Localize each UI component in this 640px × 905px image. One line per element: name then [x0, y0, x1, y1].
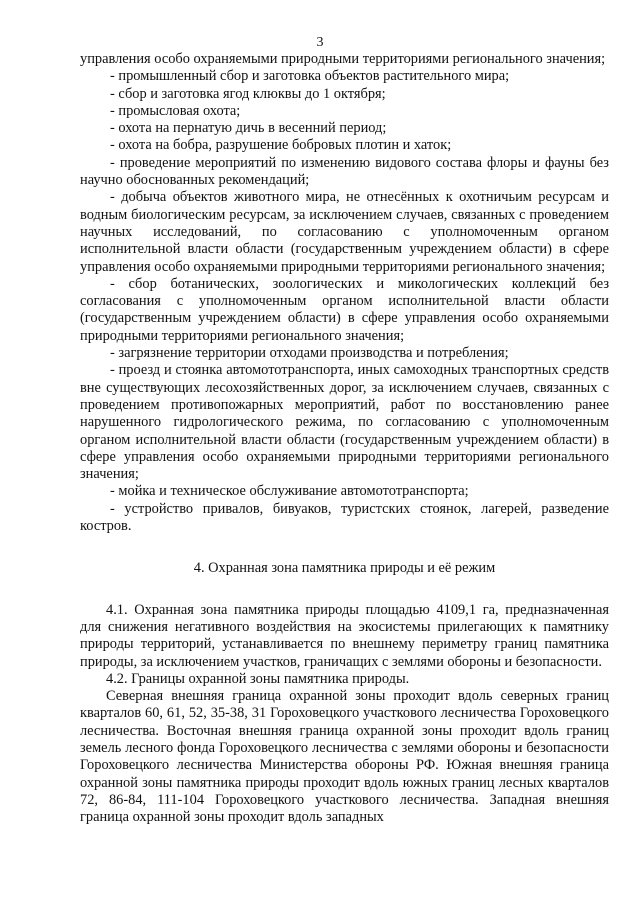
section-heading: 4. Охранная зона памятника природы и её режим — [193, 560, 496, 577]
paragraph: 4.1. Охранная зона памятника природы площадью 4109,1 га, предназначенная для снижения негативного воздействия на экосистемы прилегающих к памятнику природы территорий, устанавливается по внешнему периметру границ памятника природы, за исключением участков, граничащих с землями обороны и безопасности. — [80, 601, 609, 670]
list-item: - сбор и заготовка ягод клюквы до 1 октября; — [110, 85, 386, 102]
list-item: - сбор ботанических, зоологических и микологических коллекций без согласования с уполномоченным органом исполнительной власти области (государственным учреждением области) в сфере управления особо охраняемыми природными территориями регионального значения; — [80, 275, 609, 344]
continuation-text: управления особо охраняемыми природными территориями регионального значения; — [80, 51, 606, 67]
list-item: - промысловая охота; — [110, 102, 241, 119]
list-item: - промышленный сбор и заготовка объектов растительного мира; — [110, 68, 510, 85]
section-body — [80, 602, 609, 827]
list-item: - проезд и стоянка автомототранспорта, иных самоходных транспортных средств вне существующих лесохозяйственных дорог, за исключением случаев, связанных с проведением противопожарных мероприятий, работ по восстановлению ранее нарушенного гидрологического режима, по согласованию с уполномоченным органом исполнительной власти области (государственным учреждением области) в сфере управления особо охраняемыми природными территориями регионального значения; — [80, 362, 609, 483]
document-body — [80, 51, 609, 826]
list-item: - загрязнение территории отходами производства и потребления; — [110, 345, 509, 362]
list-item: - устройство привалов, бивуаков, туристских стоянок, лагерей, разведение костров. — [80, 500, 609, 535]
list-item: - охота на пернатую дичь в весенний период; — [110, 120, 387, 137]
list-item: - добыча объектов животного мира, не отнесённых к охотничьим ресурсам и водным биологическим ресурсам, за исключением случаев, связанных с проведением научных исследований, по согласованию с уполномоченным органом исполнительной власти области (государственным учреждением области) в сфере управления особо охраняемыми природными территориями регионального значения; — [80, 189, 609, 275]
list-item: - охота на бобра, разрушение бобровых плотин и хаток; — [110, 137, 452, 154]
page-number: 3 — [316, 35, 324, 50]
list-item: - мойка и техническое обслуживание автомототранспорта; — [110, 483, 469, 500]
paragraph: 4.2. Границы охранной зоны памятника природы. — [106, 670, 410, 687]
list-item: - проведение мероприятий по изменению видового состава флоры и фауны без научно обоснованных рекомендаций; — [80, 154, 609, 189]
paragraph: Северная внешняя граница охранной зоны проходит вдоль северных границ кварталов 60, 61, 52, 35-38, 31 Гороховецкого участкового лесничества Гороховецкого лесничества. Восточная внешняя граница охранной зоны проходит вдоль границ земель лесного фонда Гороховецкого лесничества с землями обороны и безопасности Гороховецкого лесничества Министерства обороны РФ. Южная внешняя граница охранной зоны памятника природы проходит вдоль южных границ лесных кварталов 72, 86-84, 111-104 Гороховецкого участкового лесничества. Западная внешняя граница охранной зоны проходит вдоль западных — [80, 688, 609, 826]
